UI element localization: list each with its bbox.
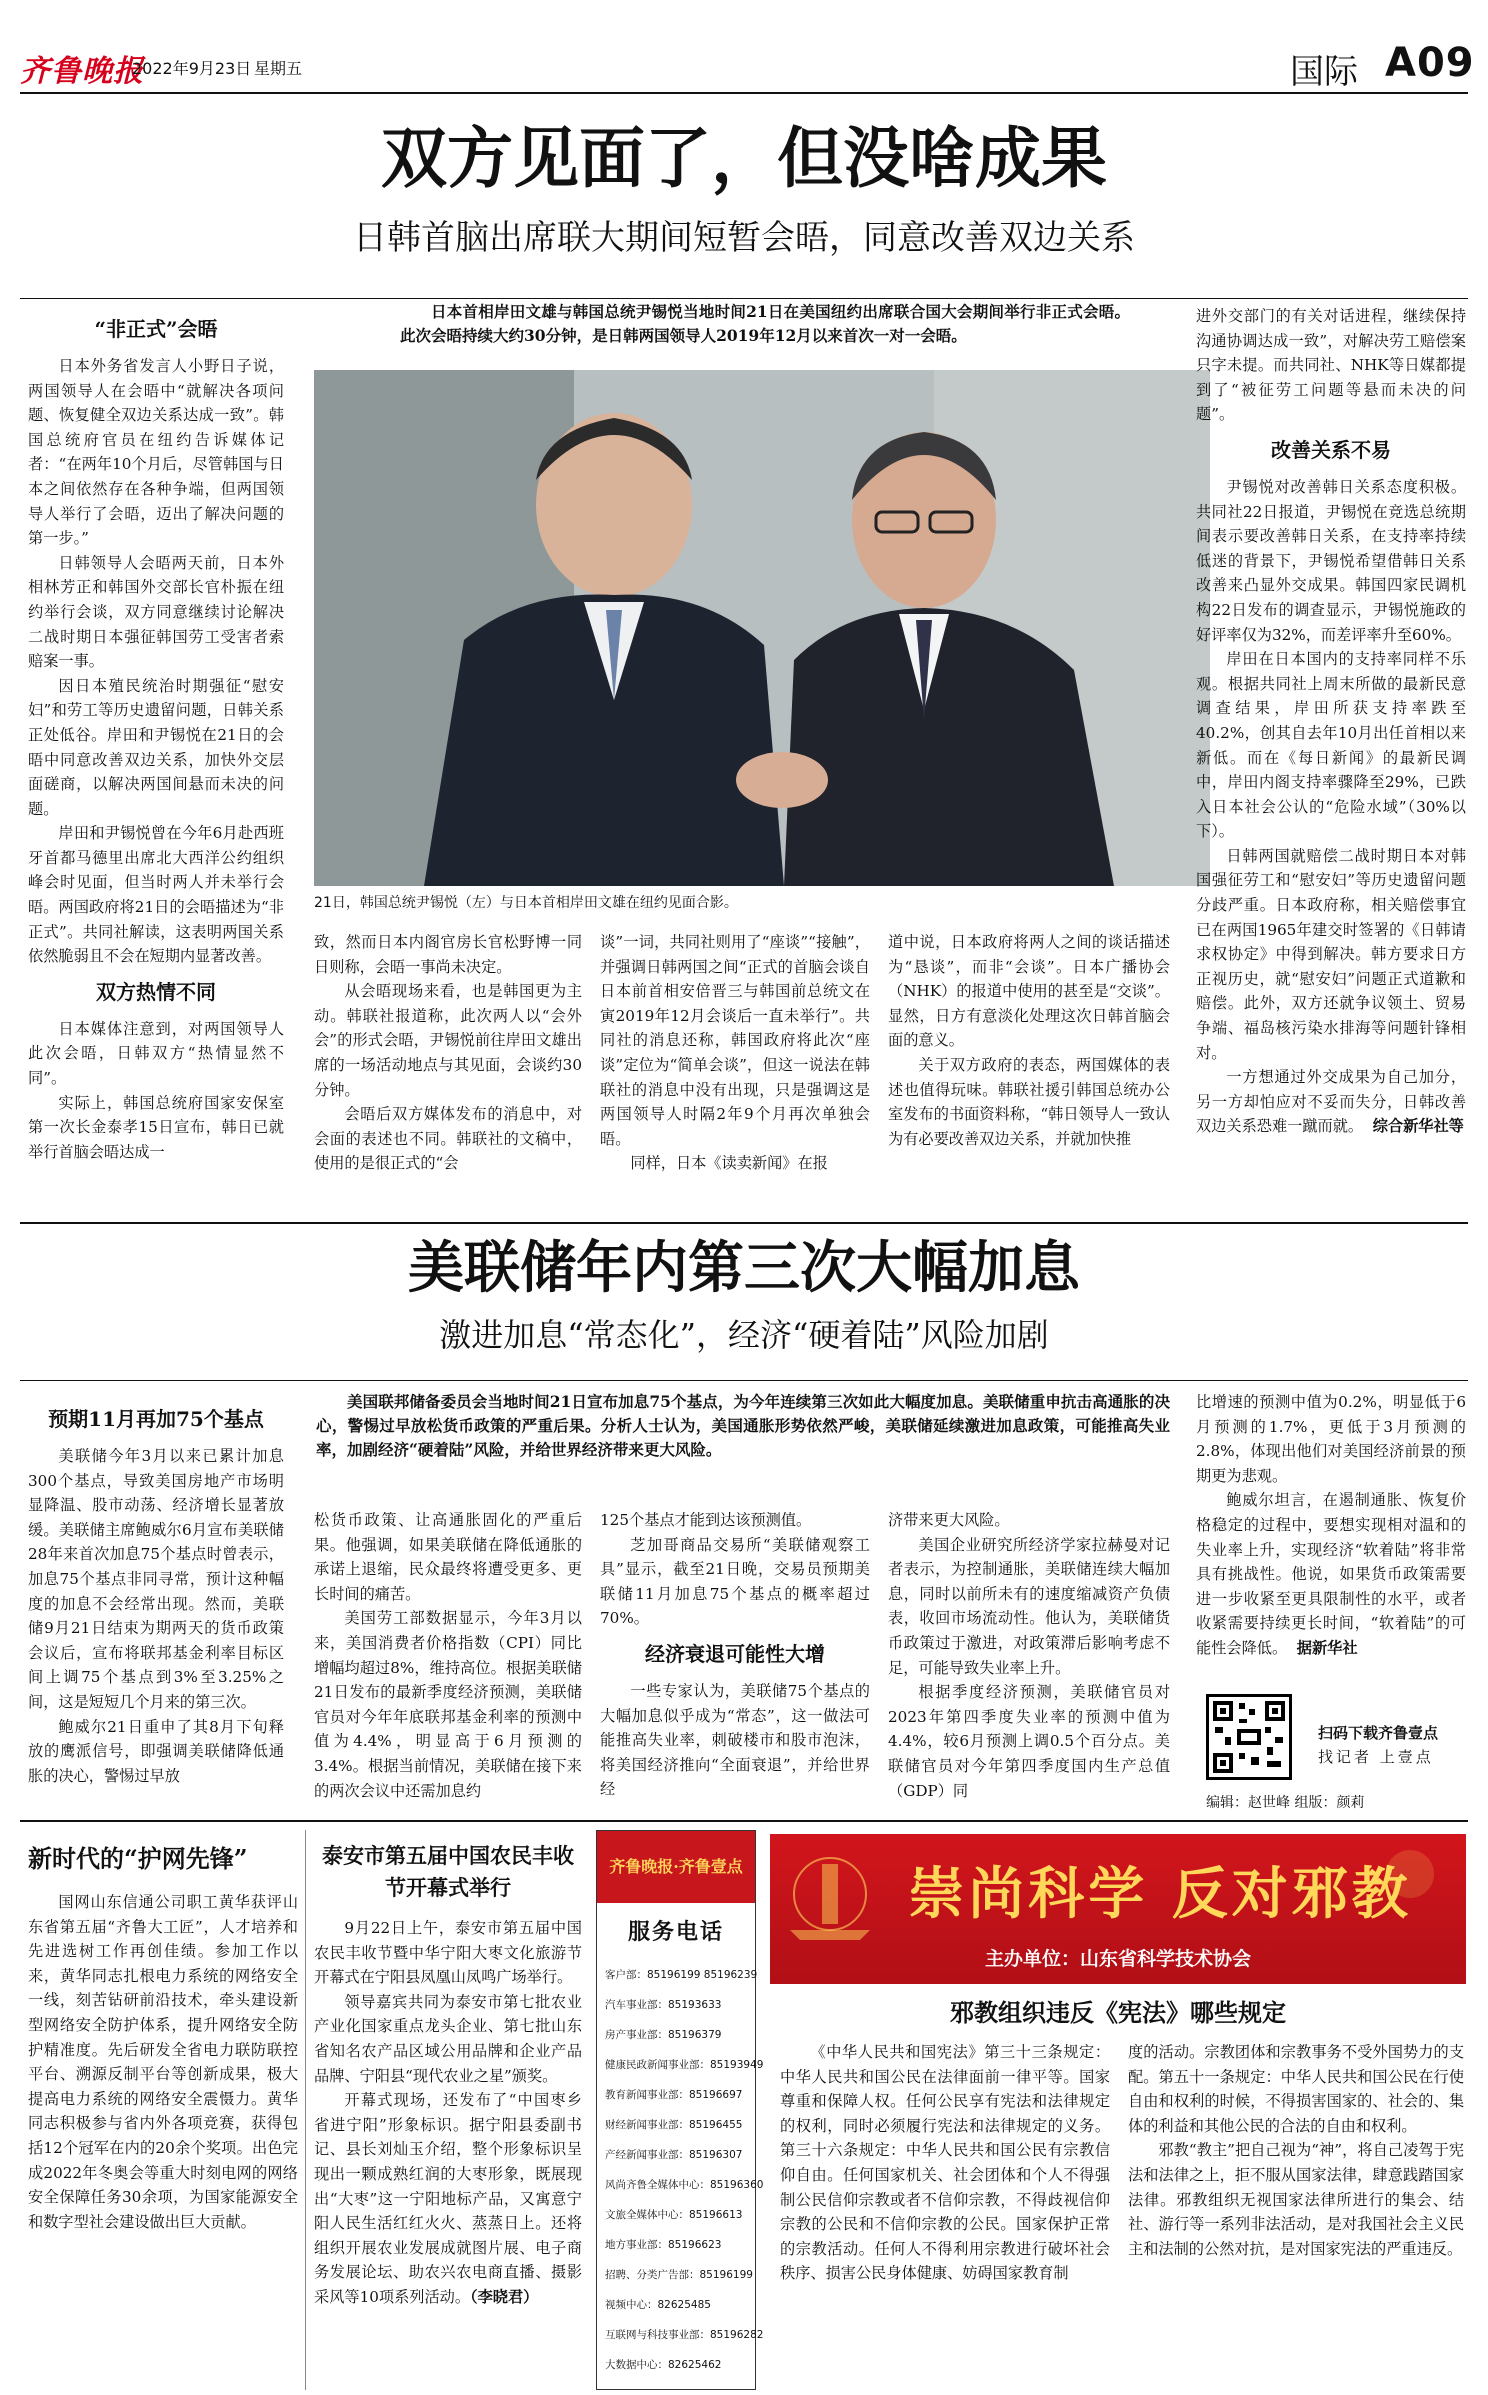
- paragraph: 国网山东信通公司职工黄华获评山东省第五届“齐鲁大工匠”，人才培养和先进选树工作再创佳绩。参加工作以来，黄华同志扎根电力系统的网络安全一线，刻苦钻研前沿技术，牵头建设新型网络安全防护体系，提升网络安全防护精准度。先后研发全省电力联防联控平台、溯源反制平台等创新成果，极大提高电力系统的网络安全震慑力。黄华同志积极参与省内外各项竞赛，获得包括12个冠军在内的20余个奖项。出色完成2022年冬奥会等重大时刻电网的网络安全保障任务30余项，为国家能源安全和数字型社会建设做出巨大贡献。: [28, 1893, 298, 2231]
- paragraph: 济带来更大风险。: [888, 1511, 1010, 1529]
- service-phone-item: 地方事业部：85196623: [605, 2239, 722, 2251]
- story1-subhead-informal: “非正式”会晤: [94, 317, 218, 341]
- issue-weekday: 星期五: [254, 59, 303, 78]
- story1-title: 双方见面了，但没啥成果: [381, 119, 1107, 197]
- paragraph: 125个基点才能到达该预测值。: [600, 1511, 812, 1529]
- service-phone-box: [596, 1830, 764, 2390]
- bottom-divider: [20, 1820, 1468, 1822]
- promo-col1: [780, 2040, 1110, 2390]
- service-title: 服务电话: [627, 1920, 724, 1945]
- story1-lead: 日本首相岸田文雄与韩国总统尹锡悦当地时间21日在美国纽约出席联合国大会期间举行非正式会晤。此次会晤持续大约30分钟，是日韩两国领导人2019年12月以来首次一对一会晤。: [400, 302, 1130, 345]
- service-phone-item: 风尚齐鲁全媒体中心：85196360: [605, 2179, 764, 2191]
- qr-caption-line1: 扫码下载齐鲁壹点: [1318, 1724, 1439, 1742]
- paragraph: 比增速的预测中值为0.2%，明显低于6月预测的1.7%，更低于3月预测的2.8%，体现出他们对美国经济前景的预期更为悲观。: [1196, 1393, 1466, 1485]
- newspaper-logo: 齐鲁晚报: [20, 54, 144, 89]
- paragraph: 实际上，韩国总统府国家安保室第一次长金泰孝15日宣布，韩日已就举行首脑会晤达成一: [28, 1093, 284, 1161]
- story2-col5: [1196, 1390, 1466, 1690]
- story2-col2: [314, 1508, 582, 1814]
- promo-banner: [770, 1834, 1466, 1984]
- story1-subtitle: 日韩首脑出席联大期间短暂会晤，同意改善双边关系: [353, 218, 1135, 258]
- qr-code[interactable]: [1206, 1694, 1292, 1780]
- paragraph: 进外交部门的有关对话进程，继续保持沟通协调达成一致”，对解决劳工赔偿案只字未提。而共同社、NHK等日媒都提到了“被征劳工问题等悬而未决的问题”。: [1196, 307, 1466, 424]
- source-credit: 据新华社: [1296, 1638, 1358, 1657]
- story1-subhead-enthusiasm: 双方热情不同: [96, 979, 216, 1004]
- story1-subhead-improve: 改善关系不易: [1271, 437, 1391, 462]
- photo-caption: 21日，韩国总统尹锡悦（左）与日本首相岸田文雄在纽约见面合影。: [314, 895, 738, 911]
- story2-col3: [600, 1508, 870, 1814]
- story1-photo: [314, 370, 1210, 886]
- promo-col2: [1128, 2040, 1464, 2390]
- story-divider: [20, 1222, 1468, 1224]
- paragraph: 同样，日本《读卖新闻》在报: [630, 1154, 828, 1173]
- story2-subhead-recession: 经济衰退可能性大增: [645, 1641, 825, 1666]
- story1-col4: [888, 930, 1170, 1214]
- service-phone-item: 健康民政新闻事业部：85193949: [605, 2059, 764, 2071]
- qr-code-icon: [1209, 1697, 1289, 1777]
- story2-lead: 美国联邦储备委员会当地时间21日宣布加息75个基点，为今年连续第三次如此大幅度加息。美联储重申抗击高通胀的决心，警惕过早放松货币政策的严重后果。分析人士认为，美国通胀形势依然严峻，美联储延续激进加息政策，可能推高失业率，加剧经济“硬着陆”风险，并给世界经济带来更大风险。: [316, 1392, 1170, 1459]
- paragraph: 岸田在日本国内的支持率同样不乐观。根据共同社上周末所做的最新民意调查结果，岸田所获支持率跌至40.2%，创其自去年10月出任首相以来新低。而在《每日新闻》的最新民调中，岸田内阁支持率骤降至29%，已跌入日本社会公认的“危险水域”（30%以下）。: [1196, 650, 1466, 841]
- masthead: [0, 0, 1488, 100]
- paragraph: 松货币政策、让高通胀固化的严重后果。他强调，如果美联储在降低通胀的承诺上退缩，民众最终将遭受更多、更长时间的痛苦。: [314, 1511, 582, 1603]
- paragraph: 日韩两国就赔偿二战时期日本对韩国强征劳工和“慰安妇”等历史遗留问题分歧严重。日本政府称，相关赔偿事宜已在两国1965年建交时签署的《日韩请求权协定》中得到解决。韩方要求日方正视历史，就“慰安妇”问题正式道歉和赔偿。此外，双方还就争议领土、贸易争端、福岛核污染水排海等问题针锋相对。: [1196, 846, 1466, 1062]
- paragraph: 岸田和尹锡悦曾在今年6月赴西班牙首都马德里出席北大西洋公约组织峰会时见面，但当时两人并未举行会晤。两国政府将21日的会晤描述为“非正式”。共同社解读，这表明两国关系依然脆弱且不会在短期内显著改善。: [28, 824, 284, 966]
- paragraph: 日韩领导人会晤两天前，日本外相林芳正和韩国外交部长官朴振在纽约举行会谈，双方同意继续讨论解决二战时期日本强征韩国劳工受害者索赔案一事。: [28, 553, 284, 671]
- story2-col4: [888, 1508, 1170, 1814]
- paragraph: [1196, 1065, 1466, 1139]
- paragraph: 9月22日上午，泰安市第五届中国农民丰收节暨中华宁阳大枣文化旅游节开幕式在宁阳县凤凰山凤鸣广场举行。: [314, 1919, 582, 1987]
- paragraph: 鲍威尔21日重申了其8月下旬释放的鹰派信号，即强调美联储降低通胀的决心，警惕过早放: [28, 1717, 284, 1785]
- section-name: 国际: [1290, 52, 1358, 92]
- story2-title: 美联储年内第三次大幅加息: [408, 1235, 1080, 1301]
- paragraph: 道中说，日本政府将两人之间的谈话描述为“恳谈”，而非“会谈”。日本广播协会（NHK）的报道中使用的甚至是“交谈”。显然，日方有意淡化处理这次日韩首脑会面的意义。: [888, 933, 1170, 1050]
- story1-col3: [600, 930, 870, 1214]
- service-phone-item: 产经新闻事业部：85196307: [605, 2149, 743, 2161]
- brief2: [314, 1830, 582, 2390]
- paragraph: 从会晤现场来看，也是韩国更为主动。韩联社报道称，此次两人以“会外会”的形式会晤，尹锡悦前往岸田文雄出席的一场活动地点与其见面，会谈约30分钟。: [314, 982, 582, 1099]
- paragraph: 会晤后双方媒体发布的消息中，对会面的表述也不同。韩联社的文稿中，使用的是很正式的“会: [314, 1105, 582, 1173]
- service-phone-item: 视频中心：82625485: [605, 2299, 711, 2311]
- banner-sponsor: 主办单位：山东省科学技术协会: [984, 1948, 1251, 1970]
- paragraph: 尹锡悦对改善韩日关系态度积极。共同社22日报道，尹锡悦在竞选总统期间表示要改善韩日关系，在支持率持续低迷的背景下，尹锡悦希望借韩日关系改善来凸显外交成果。韩国四家民调机构22日发布的调查显示，尹锡悦施政的好评率仅为32%，而差评率升至60%。: [1196, 477, 1466, 644]
- paragraph: 美国企业研究所经济学家拉赫曼对记者表示，为控制通胀，美联储连续大幅加息，同时以前所未有的速度缩减资产负债表，收回市场流动性。他认为，美联储货币政策过于激进，对政策滞后影响考虑不足，可能导致失业率上升。: [888, 1535, 1170, 1677]
- paragraph: [314, 2088, 582, 2309]
- banner-slogan: 崇尚科学 反对邪教: [908, 1861, 1412, 1927]
- paragraph: 《中华人民共和国宪法》第三十三条规定：中华人民共和国公民在法律面前一律平等。国家尊重和保障人权。任何公民享有宪法和法律规定的权利，同时必须履行宪法和法律规定的义务。第三十六条规定：中华人民共和国公民有宗教信仰自由。任何国家机关、社会团体和个人不得强制公民信仰宗教或者不信仰宗教，不得歧视信仰宗教的公民和不信仰宗教的公民。国家保护正常的宗教活动。任何人不得利用宗教进行破坏社会秩序、损害公民身体健康、妨碍国家教育制: [780, 2043, 1110, 2283]
- paragraph: 致，然而日本内阁官房长官松野博一同日则称，会晤一事尚未决定。: [314, 933, 582, 976]
- service-phone-item: 文旅全媒体中心：85196613: [605, 2209, 743, 2221]
- service-phone-item: 招聘、分类广告部：85196199: [605, 2269, 753, 2281]
- service-phone-item: 大数据中心：82625462: [605, 2359, 722, 2371]
- page-number: A09: [1385, 40, 1475, 86]
- editor-credit: 编辑：赵世峰 组版：颜莉: [1206, 1795, 1365, 1811]
- story1-col5: [1196, 304, 1466, 1214]
- paragraph: 度的活动。宗教团体和宗教事务不受外国势力的支配。第五十一条规定：中华人民共和国公民在行使自由和权利的时候，不得损害国家的、社会的、集体的利益和其他公民的合法的自由和权利。: [1128, 2043, 1464, 2135]
- service-phone-list: [597, 1960, 764, 2380]
- story2-subhead-november: 预期11月再加75个基点: [48, 1407, 264, 1431]
- story1-rule: [20, 298, 1468, 299]
- paragraph: 日本媒体注意到，对两国领导人此次会晤，日韩双方“热情显然不同”。: [28, 1019, 284, 1088]
- paragraph-text: 一方想通过外交成果为自己加分，另一方却怕应对不妥而失分，日韩改善双边关系恐难一蹴而就。: [1196, 1068, 1466, 1136]
- paragraph: 谈”一词，共同社则用了“座谈”“接触”，并强调日韩两国之间“正式的首脑会谈自日本前首相安倍晋三与韩国前总统文在寅2019年12月会谈后一直未举行”。共同社的消息还称，韩国政府将此次“座谈”定位为“简单会谈”，但这一说法在韩联社的消息中没有出现，只是强调这是两国领导人时隔2年9个月再次单独会晤。: [600, 933, 870, 1148]
- column-rule: [305, 1830, 306, 2390]
- source-credit: 综合新华社等: [1372, 1117, 1464, 1136]
- promo-title: 邪教组织违反《宪法》哪些规定: [950, 1998, 1286, 2027]
- service-logo: 齐鲁晚报·齐鲁壹点: [609, 1857, 743, 1876]
- brief1-title: 新时代的“护网先锋”: [28, 1844, 248, 1873]
- author-credit: （李晓君）: [470, 2287, 539, 2306]
- service-phone-item: 财经新闻事业部：85196455: [605, 2119, 743, 2131]
- paragraph-text: 鲍威尔坦言，在遏制通胀、恢复价格稳定的过程中，要想实现相对温和的失业率上升，实现经济“软着陆”将非常具有挑战性。他说，如果货币政策需要进一步收紧至更具限制性的水平，或者收紧需要持续更长时间，“软着陆”的可能性会降低。: [1196, 1491, 1466, 1657]
- service-phone-item: 教育新闻事业部：85196697: [605, 2089, 743, 2101]
- brief2-title: 泰安市第五届中国农民丰收节开幕式举行: [322, 1843, 574, 1900]
- paragraph: 根据季度经济预测，美联储官员对2023年第四季度失业率的预测中值为4.4%，较6月预测上调0.5个百分点。美联储官员对今年第四季度国内生产总值（GDP）同: [888, 1683, 1170, 1800]
- handshake-photo-illustration: [314, 370, 1210, 886]
- service-logo-band: [597, 1831, 755, 1903]
- paragraph: 芝加哥商品交易所“美联储观察工具”显示，截至21日晚，交易员预期美联储11月加息75个基点的概率超过70%。: [600, 1535, 870, 1628]
- paragraph: 因日本殖民统治时期强征“慰安妇”和劳工等历史遗留问题，日韩关系正处低谷。岸田和尹锡悦在21日的会晤中同意改善双边关系，加快外交层面磋商，以解决两国间悬而未决的问题。: [28, 676, 284, 818]
- issue-date: 2022年9月23日: [132, 59, 252, 78]
- paragraph-text: 开幕式现场，还发布了“中国枣乡 省进宁阳”形象标识。据宁阳县委副书记、县长刘灿玉介绍，整个形象标识呈现出一颗成熟红润的大枣形象，既展现出“大枣”这一宁阳地标产品，又寓意宁阳人民生活红红火火、蒸蒸日上。还将组织开展农业发展成就图片展、电子商务发展论坛、助农兴农电商直播、摄影采风等10项系列活动。: [314, 2091, 582, 2306]
- brief1: [28, 1830, 298, 2390]
- service-phone-item: 客户部：85196199 85196239: [605, 1969, 758, 1981]
- story1-col1: [28, 306, 284, 1214]
- service-phone-item: 汽车事业部：85193633: [605, 1999, 722, 2011]
- paragraph: 美国劳工部数据显示，今年3月以来，美国消费者价格指数（CPI）同比增幅均超过8%，维持高位。根据美联储21日发布的最新季度经济预测，美联储官员对今年年底联邦基金利率的预测中值为4.4%，明显高于6月预测的3.4%。根据当前情况，美联储在接下来的两次会议中还需加息约: [314, 1609, 582, 1800]
- masthead-rule: [20, 92, 1468, 94]
- story2-rule: [20, 1380, 1468, 1381]
- story1-col2: [314, 930, 582, 1214]
- story2-subtitle: 激进加息“常态化”，经济“硬着陆”风险加剧: [439, 1316, 1049, 1354]
- service-phone-item: 互联网与科技事业部：85196282: [605, 2329, 764, 2341]
- paragraph: 美联储今年3月以来已累计加息300个基点，导致美国房地产市场明显降温、股市动荡、经济增长显著放缓。美联储主席鲍威尔6月宣布美联储28年来首次加息75个基点时曾表示，加息75个基点非同寻常，预计这种幅度的加息不会经常出现。然而，美联储9月21日结束为期两天的货币政策会议后，宣布将联邦基金利率目标区间上调75个基点到3%至3.25%之间，这是短短几个月来的第三次。: [28, 1447, 284, 1711]
- paragraph: 日本外务省发言人小野日子说，两国领导人在会晤中“就解决各项问题、恢复健全双边关系达成一致”。韩国总统府官员在纽约告诉媒体记者：“在两年10个月后，尽管韩国与日本之间依然存在各种争端，但两国领导人举行了会晤，迈出了解决问题的第一步。”: [28, 357, 284, 548]
- paragraph: [1196, 1488, 1466, 1660]
- paragraph: 一些专家认为，美联储75个基点的大幅加息似乎成为“常态”，这一做法可能推高失业率，刺破楼市和股市泡沫，将美国经济推向“全面衰退”，并给世界经: [600, 1681, 870, 1799]
- paragraph: 领导嘉宾共同为泰安市第七批农业产业化国家重点龙头企业、第七批山东省知名农产品区域公用品牌和企业产品品牌、宁阳县“现代农业之星”颁奖。: [314, 1992, 582, 2085]
- story2-col1: [28, 1396, 284, 1816]
- service-phone-item: 房产事业部：85196379: [605, 2029, 722, 2041]
- paragraph: 邪教“教主”把自己视为“神”，将自己凌驾于宪法和法律之上，拒不服从国家法律，肆意践踏国家法律。邪教组织无视国家法律所进行的集会、结社、游行等一系列非法活动，是对我国社会主义民主和法制的公然对抗，是对国家宪法的严重违反。: [1128, 2141, 1464, 2258]
- paragraph: 关于双方政府的表态，两国媒体的表述也值得玩味。韩联社援引韩国总统办公室发布的书面资料称，“韩日领导人一致认为有必要改善双边关系，并就加快推: [888, 1055, 1170, 1148]
- qr-caption-line2: 找记者 上壹点: [1318, 1748, 1434, 1766]
